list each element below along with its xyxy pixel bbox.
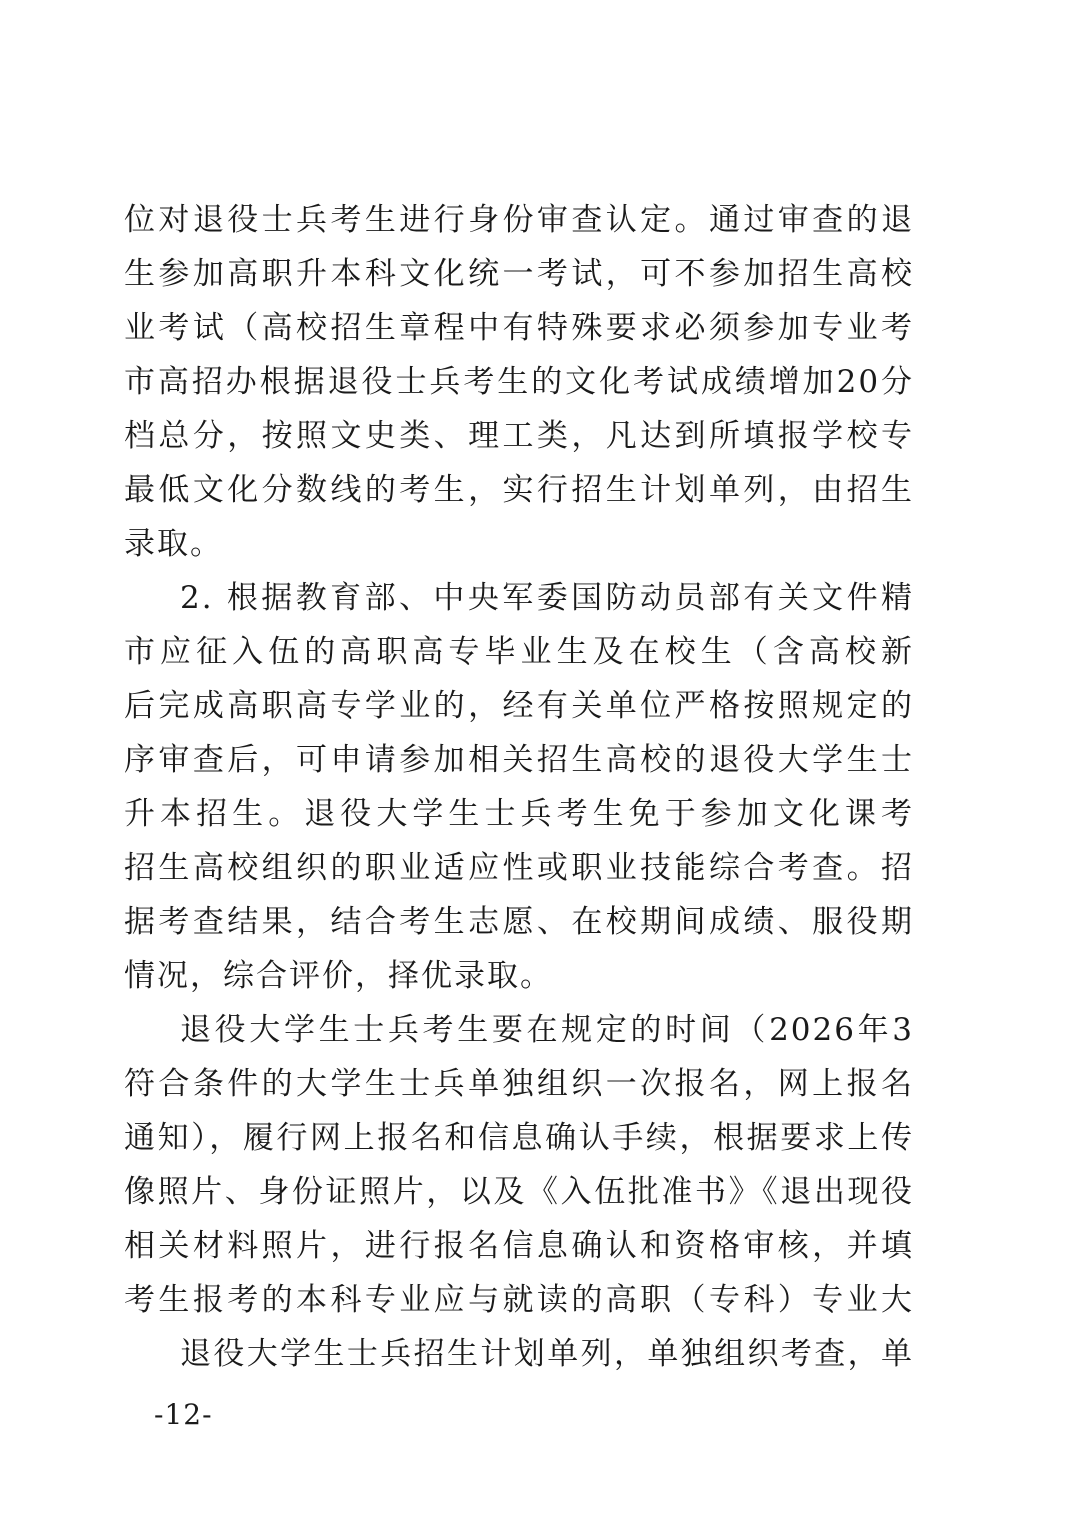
text-line: 后完成高职高专学业的，经有关单位严格按照规定的	[124, 688, 914, 724]
text-line: 位对退役士兵考生进行身份审查认定。通过审查的退	[124, 202, 914, 238]
text-line: 市应征入伍的高职高专毕业生及在校生（含高校新	[124, 634, 914, 670]
page-number: -12-	[154, 1398, 213, 1431]
text-line: 相关材料照片，进行报名信息确认和资格审核，并填	[124, 1228, 914, 1264]
text-line: 序审查后，可申请参加相关招生高校的退役大学生士	[124, 742, 914, 778]
text-line: 考生报考的本科专业应与就读的高职（专科）专业大	[124, 1282, 914, 1318]
text-line: 据考查结果，结合考生志愿、在校期间成绩、服役期	[124, 904, 914, 940]
text-line: 情况，综合评价，择优录取。	[124, 958, 553, 994]
text-line: 档总分，按照文史类、理工类，凡达到所填报学校专	[124, 418, 914, 454]
text-line: 业考试（高校招生章程中有特殊要求必须参加专业考	[124, 310, 914, 346]
paragraph-start-line: 2. 根据教育部、中央军委国防动员部有关文件精	[180, 580, 914, 616]
text-line: 升本招生。退役大学生士兵考生免于参加文化课考	[124, 796, 914, 832]
text-line: 通知），履行网上报名和信息确认手续，根据要求上传	[124, 1120, 914, 1156]
text-line: 市高招办根据退役士兵考生的文化考试成绩增加20分	[124, 364, 914, 400]
paragraph-start-line: 退役大学生士兵招生计划单列，单独组织考查，单	[180, 1336, 914, 1372]
text-line: 符合条件的大学生士兵单独组织一次报名，网上报名	[124, 1066, 914, 1102]
text-line: 最低文化分数线的考生，实行招生计划单列，由招生	[124, 472, 914, 508]
text-line: 生参加高职升本科文化统一考试，可不参加招生高校	[124, 256, 914, 292]
text-line: 像照片、身份证照片，以及《入伍批准书》《退出现役	[124, 1174, 914, 1210]
text-line: 录取。	[124, 526, 223, 562]
text-line: 招生高校组织的职业适应性或职业技能综合考查。招	[124, 850, 914, 886]
paragraph-start-line: 退役大学生士兵考生要在规定的时间（2026年3	[180, 1012, 914, 1048]
